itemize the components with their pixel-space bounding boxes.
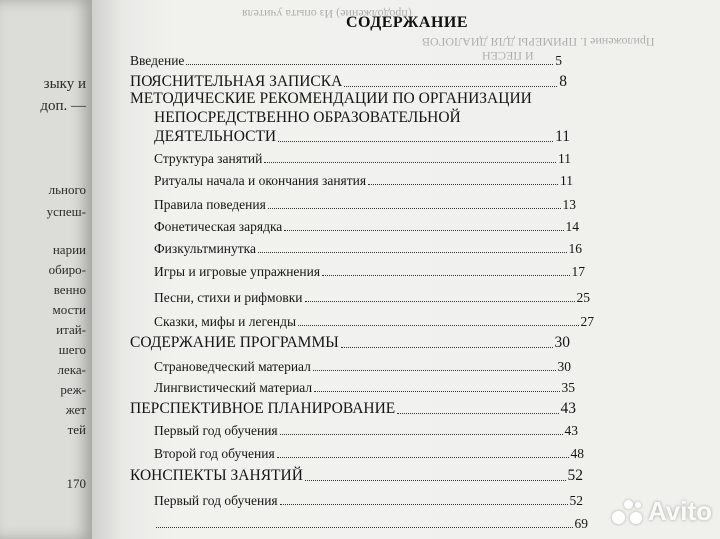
left-page-text: обиро-	[48, 262, 86, 277]
toc-entry	[154, 493, 583, 509]
toc-entry	[154, 173, 573, 189]
toc-entry	[154, 446, 584, 462]
show-through-text: (продолжение) Из опыта учителя	[242, 7, 412, 21]
toc-entry-label: Страноведческий материал	[154, 359, 311, 374]
left-page-text: итай-	[56, 322, 86, 337]
toc-entry-label: ПОЯСНИТЕЛЬНАЯ ЗАПИСКА	[130, 73, 343, 90]
toc-entry-label: Физкультминутка	[154, 241, 257, 256]
toc-entry-page: 11	[558, 151, 571, 166]
leader-dots	[264, 162, 556, 163]
right-page	[92, 0, 720, 539]
toc-entry-label: Песни, стихи и рифмовки	[154, 290, 303, 305]
leader-dots	[344, 86, 557, 87]
leader-dots	[277, 457, 569, 458]
toc-entry-label: КОНСПЕКТЫ ЗАНЯТИЙ	[130, 467, 303, 484]
toc-entry	[130, 53, 562, 69]
left-page-text: доп. —	[40, 98, 86, 114]
toc-entry-label: Ритуалы начала и окончания занятия	[154, 173, 367, 188]
toc-entry-label: НЕПОСРЕДСТВЕННО ОБРАЗОВАТЕЛЬНОЙ	[154, 109, 461, 126]
toc-entry	[154, 359, 571, 375]
toc-entry-page: 5	[555, 53, 562, 68]
toc-entry	[154, 197, 576, 213]
left-page-text: успеш-	[46, 204, 86, 219]
toc-entry	[154, 128, 570, 146]
toc-entry-page: 30	[554, 334, 570, 351]
leader-dots	[397, 413, 558, 414]
leader-dots	[322, 275, 569, 276]
toc-entry	[154, 314, 594, 330]
show-through-text: Приложение I. ПРИМЕРЫ ДЛЯ ДИАЛОГОВ	[422, 35, 655, 49]
toc-entry-label: Первый год обучения	[154, 423, 278, 438]
toc-entry-label: Структура занятий	[154, 151, 263, 166]
leader-dots	[298, 325, 578, 326]
toc-entry	[154, 219, 579, 235]
toc-entry-page: 8	[559, 73, 567, 90]
left-page-text: шего	[58, 342, 86, 357]
leader-dots	[313, 370, 556, 371]
left-page-text: лека-	[57, 362, 86, 377]
toc-entry-page: 43	[560, 400, 576, 417]
leader-dots	[278, 141, 553, 142]
toc-entry	[154, 264, 585, 280]
toc-entry-page: 25	[576, 290, 590, 305]
toc-entry-label: Лингвистический материал	[154, 380, 313, 395]
toc-entry-label: Второй год обучения	[154, 446, 275, 461]
toc-entry-label: МЕТОДИЧЕСКИЕ РЕКОМЕНДАЦИИ ПО ОРГАНИЗАЦИИ	[130, 90, 532, 107]
leader-dots	[156, 527, 573, 528]
leader-dots	[280, 504, 568, 505]
toc-entry-page: 43	[564, 423, 578, 438]
left-page-text: тей	[67, 422, 86, 437]
left-page-text: зыку и	[43, 76, 86, 92]
left-page-text: жет	[65, 402, 86, 417]
toc-entry-page: 11	[555, 128, 570, 145]
watermark-text: Avito	[648, 496, 713, 526]
left-page-text: реж-	[60, 382, 86, 397]
left-page-text: венно	[53, 282, 86, 297]
toc-entry-label: Первый год обучения	[154, 493, 278, 508]
toc-entry-page: 11	[560, 173, 573, 188]
toc-entry-page: 17	[571, 264, 585, 279]
toc-entry	[130, 73, 567, 91]
avito-logo-icon	[612, 497, 644, 527]
toc-entry-label: Введение	[130, 53, 185, 68]
toc-entry-label: Фонетическая зарядка	[154, 219, 283, 234]
toc-entry	[130, 334, 570, 352]
toc-entry-page: 14	[565, 219, 579, 234]
toc-entry-page: 16	[568, 241, 582, 256]
leader-dots	[258, 252, 566, 253]
toc-entry-label: Правила поведения	[154, 197, 266, 212]
toc-entry-label: СОДЕРЖАНИЕ ПРОГРАММЫ	[130, 334, 339, 351]
toc-entry	[154, 380, 575, 396]
toc-entry-page: 13	[562, 197, 576, 212]
toc-entry-label: ПЕРСПЕКТИВНОЕ ПЛАНИРОВАНИЕ	[130, 400, 396, 417]
left-page	[0, 0, 92, 539]
toc-entry-label: Игры и игровые упражнения	[154, 264, 321, 279]
left-page-text: льного	[48, 182, 86, 197]
toc-entry	[130, 400, 576, 418]
leader-dots	[305, 480, 566, 481]
toc-entry-label: ДЕЯТЕЛЬНОСТИ	[154, 128, 277, 145]
page-number: 170	[66, 476, 86, 491]
left-page-text: мости	[52, 302, 86, 317]
toc-entry-page: 69	[574, 516, 588, 531]
toc-entry-page: 48	[570, 446, 584, 461]
toc-entry	[154, 151, 571, 167]
toc-entry-page: 30	[557, 359, 571, 374]
toc-entry	[154, 516, 588, 532]
toc-entry	[130, 467, 583, 485]
toc-entry-page: 35	[561, 380, 575, 395]
toc-title: СОДЕРЖАНИЕ	[345, 14, 469, 31]
toc-entry	[154, 241, 582, 257]
leader-dots	[280, 434, 563, 435]
toc-entry	[154, 423, 578, 439]
leader-dots	[186, 64, 553, 65]
toc-entry-label: Сказки, мифы и легенды	[154, 314, 297, 329]
show-through-text: И ПЕСЕН	[482, 49, 534, 63]
avito-watermark	[612, 496, 712, 527]
leader-dots	[305, 301, 575, 302]
toc-entry-page: 52	[567, 467, 583, 484]
leader-dots	[314, 391, 559, 392]
leader-dots	[341, 347, 553, 348]
toc-entry	[154, 290, 590, 306]
left-page-text: нарии	[52, 242, 86, 257]
leader-dots	[284, 230, 563, 231]
toc-entry-page: 27	[580, 314, 594, 329]
toc-entry-page: 52	[569, 493, 583, 508]
leader-dots	[268, 208, 561, 209]
leader-dots	[368, 184, 558, 185]
